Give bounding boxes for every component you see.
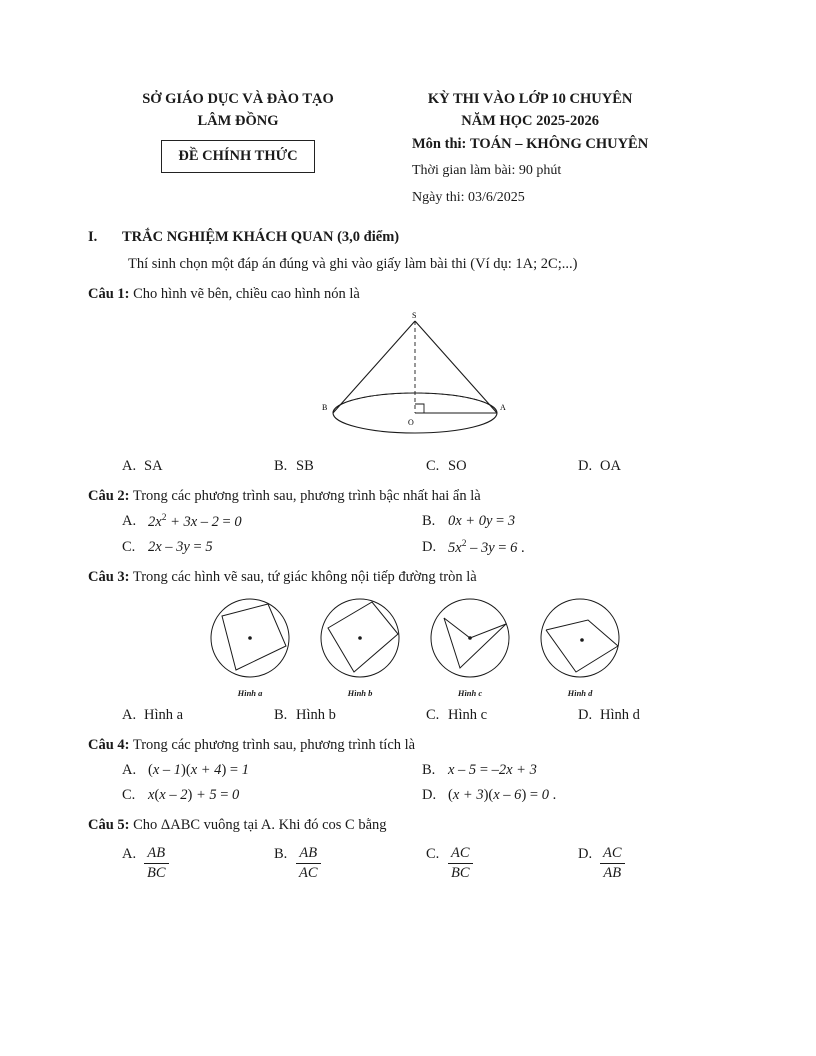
answer-math: x – 5 = –2x + 3	[448, 762, 537, 779]
question-1-label: Câu 1:	[88, 285, 130, 302]
exam-title-line1: KỲ THI VÀO LỚP 10 CHUYÊN	[427, 91, 633, 107]
answer-letter: A.	[122, 707, 137, 724]
circle-a-caption: Hình a	[237, 688, 263, 699]
section-instruction: Thí sinh chọn một đáp án đúng và ghi vào giấy làm bài thi (Ví dụ: 1A; 2C;...)	[128, 255, 578, 272]
circle-c-svg	[426, 594, 514, 682]
answer-option[interactable]	[422, 762, 722, 779]
answer-letter: B.	[274, 846, 288, 863]
answer-math: x(x – 2) + 5 = 0	[148, 787, 240, 804]
circle-figure-d	[536, 594, 624, 698]
answer-letter: C.	[426, 846, 440, 863]
answer-letter: C.	[426, 457, 440, 474]
subject-line	[412, 133, 648, 155]
answer-letter: D.	[422, 787, 437, 804]
question-5	[88, 817, 742, 834]
circle-figure-b	[316, 594, 404, 698]
header-left-block	[88, 88, 388, 209]
answer-math: 0x + 0y = 3	[448, 512, 516, 529]
question-2-answers	[88, 513, 742, 557]
cone-label-apex: S	[412, 310, 417, 320]
answer-math: (x + 3)(x – 6) = 0 .	[448, 787, 557, 804]
question-4	[88, 737, 742, 754]
question-3-label: Câu 3:	[88, 569, 130, 586]
answer-letter: A.	[122, 512, 137, 529]
answer-option[interactable]	[122, 539, 422, 557]
answer-text: Hình b	[296, 707, 336, 724]
answer-fraction	[144, 845, 169, 881]
answer-option[interactable]	[422, 787, 722, 804]
question-2-text: Trong các phương trình sau, phương trình bậc nhất hai ẩn là	[132, 487, 481, 504]
circle-a-svg	[206, 594, 294, 682]
fraction-numerator: AB	[144, 845, 169, 864]
answer-option[interactable]	[274, 458, 426, 475]
question-5-text: Cho ΔABC vuông tại A. Khi đó cos C bằng	[133, 817, 387, 834]
question-2-label: Câu 2:	[88, 487, 130, 504]
official-exam-badge: ĐỀ CHÍNH THỨC	[161, 140, 314, 173]
answer-letter: B.	[274, 457, 288, 474]
circle-d-svg	[536, 594, 624, 682]
question-3-text: Trong các hình vẽ sau, tứ giác không nội tiếp đường tròn là	[132, 569, 477, 586]
section-title-text: TRẮC NGHIỆM KHÁCH QUAN (3,0 điểm)	[122, 228, 400, 245]
answer-option[interactable]	[122, 458, 274, 475]
question-5-answers	[88, 846, 742, 882]
answer-math: $5x^2 - 3y = 6$ .	[448, 538, 525, 556]
answer-option[interactable]	[426, 707, 578, 724]
question-1	[88, 286, 742, 303]
answer-option[interactable]	[122, 787, 422, 804]
cone-figure	[88, 309, 742, 449]
fraction-denominator: BC	[451, 865, 470, 882]
department-name-line1: SỞ GIÁO DỤC VÀ ĐÀO TẠO	[142, 91, 334, 107]
answer-option[interactable]	[274, 846, 426, 882]
answer-option[interactable]	[122, 513, 422, 531]
section-numeral: I.	[88, 228, 98, 245]
question-4-answers	[88, 762, 742, 804]
answer-fraction	[600, 845, 625, 881]
answer-option[interactable]	[578, 707, 730, 724]
duration-line: Thời gian làm bài: 90 phút	[412, 163, 562, 179]
exam-date-line: Ngày thi: 03/6/2025	[412, 190, 525, 206]
answer-text: Hình c	[448, 707, 488, 724]
header-right-block	[412, 88, 648, 209]
question-2	[88, 488, 742, 505]
answer-option[interactable]	[426, 846, 578, 882]
question-4-label: Câu 4:	[88, 737, 130, 754]
answer-option[interactable]	[122, 762, 422, 779]
answer-text: SA	[144, 457, 163, 474]
fraction-denominator: AC	[299, 865, 318, 882]
circle-c-caption: Hình c	[457, 688, 483, 699]
answer-letter: C.	[122, 787, 136, 804]
answer-fraction	[296, 845, 321, 881]
answer-text: SO	[448, 457, 467, 474]
cone-diagram-svg	[295, 309, 535, 444]
answer-letter: D.	[578, 457, 593, 474]
question-3-answers	[88, 707, 742, 724]
answer-math: (x – 1)(x + 4) = 1	[148, 762, 249, 779]
answer-text: OA	[600, 457, 621, 474]
fraction-denominator: BC	[147, 865, 166, 882]
answer-letter: D.	[422, 538, 437, 555]
answer-option[interactable]	[422, 513, 722, 531]
answer-text: Hình a	[144, 707, 184, 724]
circle-figure-c	[426, 594, 514, 698]
answer-letter: A.	[122, 846, 137, 863]
cone-label-center: O	[408, 417, 414, 427]
answer-option[interactable]	[122, 846, 274, 882]
answer-option[interactable]	[122, 707, 274, 724]
answer-option[interactable]	[422, 539, 722, 557]
answer-option[interactable]	[426, 458, 578, 475]
section-heading	[88, 229, 742, 246]
answer-letter: C.	[426, 707, 440, 724]
answer-letter: A.	[122, 762, 137, 779]
fraction-numerator: AC	[448, 845, 473, 864]
question-1-text: Cho hình vẽ bên, chiều cao hình nón là	[133, 285, 360, 302]
question-4-text: Trong các phương trình sau, phương trình tích là	[132, 737, 416, 754]
question-5-label: Câu 5:	[88, 817, 130, 834]
answer-letter: B.	[422, 512, 436, 529]
cone-label-right: A	[500, 402, 506, 412]
answer-option[interactable]	[578, 846, 730, 882]
answer-letter: A.	[122, 457, 137, 474]
answer-letter: B.	[422, 762, 436, 779]
answer-text: Hình d	[600, 707, 640, 724]
answer-math: $2x^2 + 3x - 2 = 0$	[148, 512, 242, 530]
circles-figure-group	[88, 594, 742, 698]
circle-d-caption: Hình d	[567, 688, 593, 699]
document-header	[0, 0, 816, 209]
cone-label-left: B	[322, 402, 328, 412]
question-3	[88, 569, 742, 586]
circle-b-svg	[316, 594, 404, 682]
answer-math: 2x – 3y = 5	[148, 538, 213, 555]
answer-option[interactable]	[578, 458, 730, 475]
question-1-answers	[88, 458, 742, 475]
answer-text: SB	[296, 457, 314, 474]
circle-figure-a	[206, 594, 294, 698]
answer-letter: D.	[578, 846, 593, 863]
department-name-line2: LÂM ĐỒNG	[197, 113, 279, 130]
answer-option[interactable]	[274, 707, 426, 724]
subject-value: TOÁN – KHÔNG CHUYÊN	[470, 135, 649, 152]
answer-fraction	[448, 845, 473, 881]
answer-letter: B.	[274, 707, 288, 724]
document-body	[0, 229, 816, 883]
answer-letter: D.	[578, 707, 593, 724]
fraction-numerator: AB	[296, 845, 321, 864]
exam-title-line2: NĂM HỌC 2025-2026	[461, 113, 599, 130]
answer-letter: C.	[122, 538, 136, 555]
fraction-denominator: AB	[603, 865, 622, 882]
fraction-numerator: AC	[600, 845, 625, 864]
subject-label: Môn thi:	[412, 135, 467, 152]
circle-b-caption: Hình b	[347, 688, 373, 699]
